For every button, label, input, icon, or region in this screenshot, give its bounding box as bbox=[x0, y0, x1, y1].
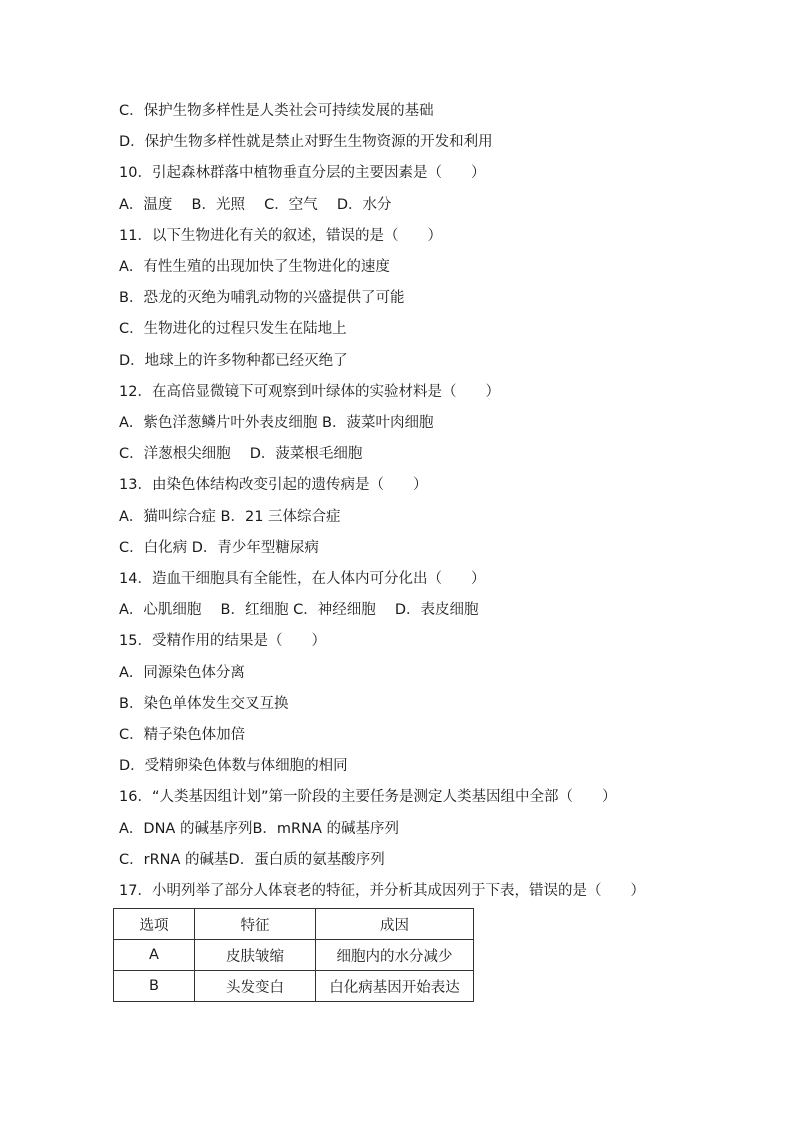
options-12cd: C．洋葱根尖细胞 D．菠菜根毛细胞 bbox=[119, 446, 363, 462]
question-15: 15．受精作用的结果是（ ） bbox=[119, 633, 326, 649]
table-row bbox=[114, 940, 474, 971]
table-cell: 细胞内的水分减少 bbox=[316, 940, 474, 971]
table-cell: B bbox=[114, 971, 195, 1002]
options-16ab: A．DNA 的碱基序列B．mRNA 的碱基序列 bbox=[119, 821, 399, 837]
options-13cd: C．白化病 D．青少年型糖尿病 bbox=[119, 540, 319, 556]
table-header-cell: 特征 bbox=[195, 909, 316, 940]
option-15c: C．精子染色体加倍 bbox=[119, 727, 246, 743]
question-11: 11．以下生物进化有关的叙述，错误的是（ ） bbox=[119, 228, 442, 244]
option-11a: A．有性生殖的出现加快了生物进化的速度 bbox=[119, 259, 390, 275]
table-header-cell: 成因 bbox=[316, 909, 474, 940]
option-11d: D．地球上的许多物种都已经灭绝了 bbox=[119, 353, 348, 369]
question-12: 12．在高倍显微镜下可观察到叶绿体的实验材料是（ ） bbox=[119, 384, 500, 400]
table-header-cell: 选项 bbox=[114, 909, 195, 940]
table-cell: 头发变白 bbox=[195, 971, 316, 1002]
options-12ab: A．紫色洋葱鳞片叶外表皮细胞 B．菠菜叶肉细胞 bbox=[119, 415, 434, 431]
options-16cd: C．rRNA 的碱基D．蛋白质的氨基酸序列 bbox=[119, 852, 385, 868]
option-15d: D．受精卵染色体数与体细胞的相同 bbox=[119, 758, 348, 774]
option-15a: A．同源染色体分离 bbox=[119, 665, 245, 681]
option-11b: B．恐龙的灭绝为哺乳动物的兴盛提供了可能 bbox=[119, 290, 405, 306]
aging-features-table bbox=[113, 908, 474, 1002]
option-9c: C．保护生物多样性是人类社会可持续发展的基础 bbox=[119, 103, 434, 119]
question-13: 13．由染色体结构改变引起的遗传病是（ ） bbox=[119, 477, 428, 493]
option-11c: C．生物进化的过程只发生在陆地上 bbox=[119, 321, 347, 337]
option-9d: D．保护生物多样性就是禁止对野生生物资源的开发和利用 bbox=[119, 134, 493, 150]
table-header-row bbox=[114, 909, 474, 940]
question-14: 14．造血干细胞具有全能性，在人体内可分化出（ ） bbox=[119, 571, 486, 587]
question-16: 16．“人类基因组计划”第一阶段的主要任务是测定人类基因组中全部（ ） bbox=[119, 789, 617, 805]
question-10: 10．引起森林群落中植物垂直分层的主要因素是（ ） bbox=[119, 165, 486, 181]
table-cell: 皮肤皱缩 bbox=[195, 940, 316, 971]
option-15b: B．染色单体发生交叉互换 bbox=[119, 696, 289, 712]
options-10: A．温度 B．光照 C．空气 D．水分 bbox=[119, 197, 392, 213]
question-17: 17．小明列举了部分人体衰老的特征，并分析其成因列于下表，错误的是（ ） bbox=[119, 883, 645, 899]
table-cell: A bbox=[114, 940, 195, 971]
options-13ab: A．猫叫综合症 B．21 三体综合症 bbox=[119, 509, 341, 525]
table-row bbox=[114, 971, 474, 1002]
table-cell: 白化病基因开始表达 bbox=[316, 971, 474, 1002]
options-14: A．心肌细胞 B．红细胞 C．神经细胞 D．表皮细胞 bbox=[119, 602, 479, 618]
